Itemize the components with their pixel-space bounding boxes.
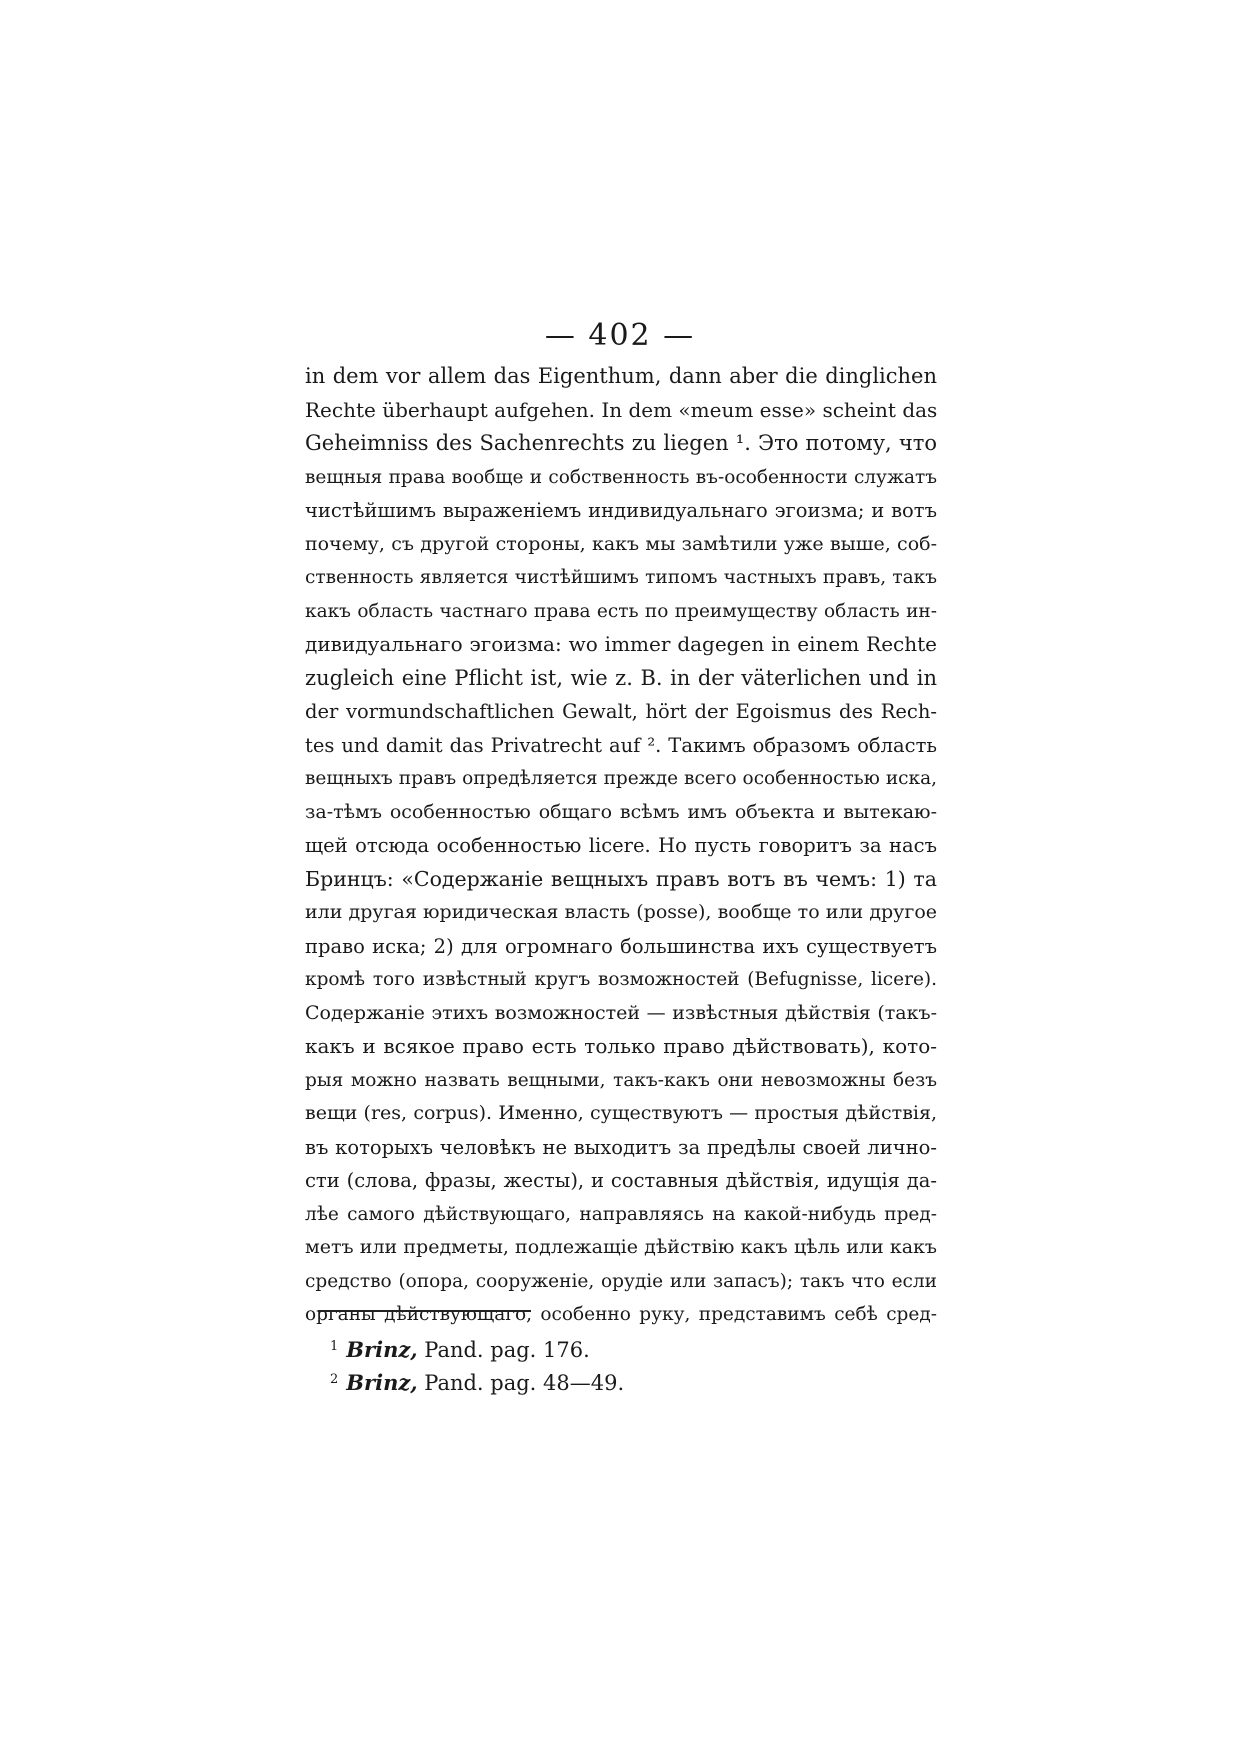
- text-line: рыя можно назвать вещными, такъ-какъ они невозможны безъ: [305, 1069, 937, 1091]
- text-line: средство (опора, сооруженіе, орудіе или запасъ); такъ что если: [305, 1270, 937, 1292]
- text-line: какъ область частнаго права есть по преимуществу область ин-: [305, 600, 937, 622]
- text-line: кромѣ того извѣстный кругъ возможностей (Befugnisse, licere).: [305, 969, 937, 990]
- text-line: чистѣйшимъ выраженіемъ индивидуальнаго эгоизма; и вотъ: [305, 499, 937, 522]
- body-text: [305, 360, 937, 1332]
- text-line: лѣе самого дѣйствующаго, направляясь на какой-нибудь пред-: [305, 1203, 937, 1225]
- text-line: Geheimniss des Sachenrechts zu liegen ¹. Это потому, что: [305, 431, 937, 455]
- text-line: какъ и всякое право есть только право дѣйствовать), кото-: [305, 1034, 937, 1058]
- text-line: Rechte überhaupt aufgehen. In dem «meum esse» scheint das: [305, 397, 937, 422]
- footnote-mark: 1: [330, 1339, 339, 1354]
- text-line: in dem vor allem das Eigenthum, dann aber die dinglichen: [305, 364, 937, 388]
- text-line: Бринцъ: «Содержаніе вещныхъ правъ вотъ въ чемъ: 1) та: [305, 866, 937, 891]
- text-line: вещныя права вообще и собственность въ-особенности служатъ: [305, 466, 937, 488]
- footnotes: [330, 1330, 830, 1396]
- text-line: ственность является чистѣйшимъ типомъ частныхъ правъ, такъ: [305, 567, 937, 588]
- footnote-separator: [318, 1310, 531, 1312]
- text-line: или другая юридическая власть (posse), вообще то или другое: [305, 901, 937, 923]
- text-line: Содержаніе этихъ возможностей — извѣстныя дѣйствія (такъ-: [305, 1001, 937, 1024]
- footnote-1: [330, 1330, 830, 1363]
- text-line: право иска; 2) для огромнаго большинства ихъ существуетъ: [305, 934, 937, 958]
- text-line: метъ или предметы, подлежащіе дѣйствію какъ цѣль или какъ: [305, 1236, 937, 1258]
- footnote-text: Pand. pag. 48—49.: [417, 1371, 625, 1395]
- footnote-author: Brinz,: [346, 1337, 418, 1362]
- text-line: органы дѣйствующаго, особенно руку, представимъ себѣ сред-: [305, 1304, 937, 1325]
- text-line: zugleich eine Pflicht ist, wie z. B. in der väterlichen und in: [305, 665, 937, 690]
- text-line: der vormundschaftlichen Gewalt, hört der Egoismus des Rech-: [305, 700, 937, 723]
- text-line: щей отсюда особенностью licere. Но пусть говоритъ за насъ: [305, 834, 937, 857]
- text-line: за-тѣмъ особенностью общаго всѣмъ имъ объекта и вытекаю-: [305, 800, 937, 823]
- text-line: вещи (res, corpus). Именно, существуютъ — простыя дѣйствія,: [305, 1102, 937, 1124]
- footnote-text: Pand. pag. 176.: [417, 1338, 590, 1362]
- page-number: — 402 —: [544, 318, 696, 353]
- text-line: въ которыхъ человѣкъ не выходитъ за предѣлы своей лично-: [305, 1135, 937, 1159]
- footnote-author: Brinz,: [346, 1370, 418, 1395]
- text-line: tes und damit das Privatrecht auf ². Такимъ образомъ область: [305, 733, 937, 757]
- text-line: вещныхъ правъ опредѣляется прежде всего особенностью иска,: [305, 768, 937, 789]
- text-line: почему, съ другой стороны, какъ мы замѣтили уже выше, соб-: [305, 532, 937, 555]
- text-line: сти (слова, фразы, жесты), и составныя дѣйствія, идущія да-: [305, 1169, 937, 1192]
- text-line: дивидуальнаго эгоизма: wo immer dagegen in einem Rechte: [305, 632, 937, 656]
- footnote-mark: 2: [330, 1372, 339, 1387]
- footnote-2: [330, 1363, 830, 1396]
